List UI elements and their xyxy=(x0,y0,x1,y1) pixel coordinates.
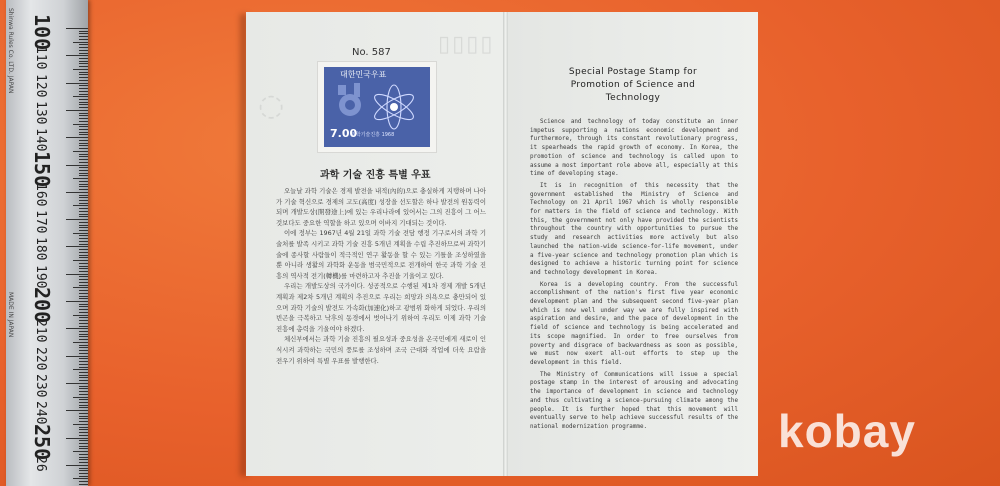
ruler-tick xyxy=(79,271,88,272)
ruler-tick xyxy=(79,80,88,81)
ruler-tick xyxy=(73,69,88,70)
ruler-tick xyxy=(79,47,88,48)
ruler-number: 240 xyxy=(33,401,48,425)
ruler-tick xyxy=(79,285,88,286)
ruler-tick xyxy=(79,317,88,318)
english-paragraph: Korea is a developing country. From the successful accomplishment of the nation's first five year economic development plan and the subsequent second five-year plan which is now well under way we are fully inspired with aspiration and desire, and the pace of development in the field of science and technology is being accelerated and its scope magnified. In order to free ourselves from poverty and disgrace of backwardness as soon as possible, we must now exert all-out efforts to step up the development in this field. xyxy=(530,281,738,366)
ruler-tick xyxy=(79,377,88,378)
ruler-number: 230 xyxy=(33,373,48,398)
ruler-tick xyxy=(66,356,88,357)
ruler-tick xyxy=(79,162,88,163)
ruler-tick xyxy=(79,156,88,157)
ruler-tick xyxy=(79,476,88,477)
english-paragraph: Science and technology of today constitute an inner impetus supporting a nations economic development and furthermore, through its constant revolutionary progress, it spearheads the rapid growth of economy. In Korea, the promotion of science and technology is called upon to assume a most important role above all, especially at this time of developing stage. xyxy=(530,119,738,178)
ruler-number: 200 xyxy=(30,287,54,324)
ruler-tick xyxy=(79,238,88,239)
ruler-number: 110 xyxy=(33,46,48,70)
ruler-tick xyxy=(79,53,88,54)
ruler-tick xyxy=(79,443,88,444)
ruler-tick xyxy=(79,470,88,471)
ruler-tick xyxy=(66,301,88,302)
ruler-tick xyxy=(66,192,88,193)
ruler-number: 250 xyxy=(30,423,54,460)
ruler-tick xyxy=(79,31,88,32)
ruler-tick xyxy=(79,462,88,463)
ruler-tick xyxy=(66,410,88,411)
ruler-tick xyxy=(79,380,88,381)
ruler-tick xyxy=(79,249,88,250)
ruler-tick xyxy=(79,367,88,368)
ruler-tick xyxy=(79,468,88,469)
ruler-tick xyxy=(79,418,88,419)
ruler-tick xyxy=(79,358,88,359)
ruler-tick xyxy=(79,126,88,127)
ruler-tick xyxy=(79,208,88,209)
ruler-tick xyxy=(66,246,88,247)
ruler-tick xyxy=(79,323,88,324)
ruler-tick xyxy=(73,397,88,398)
ruler-tick xyxy=(79,214,88,215)
ruler-tick xyxy=(73,151,88,152)
ruler-tick xyxy=(79,304,88,305)
ruler-tick xyxy=(79,91,88,92)
ruler-tick xyxy=(79,364,88,365)
ruler-tick xyxy=(79,216,88,217)
ruler-tick xyxy=(79,154,88,155)
ruler-tick xyxy=(79,244,88,245)
ruler-tick xyxy=(79,99,88,100)
ruler-tick xyxy=(66,383,88,384)
ruler-tick xyxy=(79,388,88,389)
ruler-tick xyxy=(79,186,88,187)
booklet-fold xyxy=(503,12,508,476)
ruler-tick xyxy=(79,440,88,441)
ruler-tick xyxy=(79,473,88,474)
ruler-tick xyxy=(79,312,88,313)
ruler-tick xyxy=(79,88,88,89)
ruler-tick xyxy=(79,107,88,108)
show-through-emblem: ◌ xyxy=(258,88,287,123)
ruler-tick xyxy=(66,83,88,84)
ruler-tick xyxy=(79,50,88,51)
ruler-tick xyxy=(79,145,88,146)
ruler-tick xyxy=(79,372,88,373)
ruler-tick xyxy=(79,309,88,310)
ruler-number: 26 xyxy=(33,455,48,472)
ruler-tick xyxy=(79,33,88,34)
ruler-tick xyxy=(79,170,88,171)
ruler-tick xyxy=(79,63,88,64)
ruler-number: 150 xyxy=(30,150,54,187)
ruler-tick xyxy=(79,263,88,264)
ruler-tick xyxy=(79,459,88,460)
ruler-tick xyxy=(79,230,88,231)
stamp-footer-text: 과학기술진흥 1968 xyxy=(351,132,395,138)
postage-stamp xyxy=(318,62,436,152)
ruler-tick xyxy=(79,375,88,376)
ruler-tick xyxy=(79,184,88,185)
korean-body xyxy=(276,186,486,366)
ruler-number: 100 xyxy=(30,14,54,51)
ruler-tick xyxy=(73,287,88,288)
ruler-tick xyxy=(79,331,88,332)
ruler-tick xyxy=(79,386,88,387)
ruler-tick xyxy=(73,369,88,370)
ruler-tick xyxy=(79,104,88,105)
ruler-tick xyxy=(79,353,88,354)
ruler-tick xyxy=(79,115,88,116)
ruler-tick xyxy=(79,132,88,133)
ruler-tick xyxy=(79,306,88,307)
ruler-tick xyxy=(79,446,88,447)
ruler-tick xyxy=(66,55,88,56)
ruler-tick xyxy=(79,143,88,144)
ruler-tick xyxy=(73,42,88,43)
ruler-tick xyxy=(79,227,88,228)
ruler-tick xyxy=(79,102,88,103)
ruler-tick xyxy=(79,279,88,280)
ruler-number: 190 xyxy=(33,264,48,289)
kobay-watermark: kobay xyxy=(778,405,916,457)
ruler-tick xyxy=(79,282,88,283)
english-paragraph: It is in recognition of this necessity that the government established the Ministry of Science and Technology on 21 April 1967 which is wholly responsible for matters in the field of science and technology. With this, the government not only have provided the scientists throughout the country with opportunities to pursue the study and research activities more actively but also launched the nation-wide science-for-life movement, under a five-year science and technology promotion plan which is designed to achieve a historic turning point for science and technology development in Korea. xyxy=(530,182,738,276)
ruler-tick xyxy=(79,457,88,458)
ruler-tick xyxy=(79,197,88,198)
ruler-tick xyxy=(79,361,88,362)
ruler-tick xyxy=(79,255,88,256)
ruler-tick xyxy=(79,129,88,130)
ruler-tick xyxy=(79,94,88,95)
ruler-tick xyxy=(79,200,88,201)
ruler-tick xyxy=(66,274,88,275)
ruler-tick xyxy=(79,118,88,119)
show-through-text: ▯▯▯▯ xyxy=(438,32,495,57)
ruler-tick xyxy=(73,342,88,343)
ruler-tick xyxy=(73,315,88,316)
ruler-tick xyxy=(79,36,88,37)
ruler-tick xyxy=(79,402,88,403)
ruler-tick xyxy=(66,219,88,220)
ruler-tick xyxy=(73,478,88,479)
ruler-tick xyxy=(79,167,88,168)
ruler-tick xyxy=(79,181,88,182)
ruler-tick xyxy=(73,178,88,179)
issue-number: No. 587 xyxy=(352,47,391,58)
ruler-tick xyxy=(79,391,88,392)
ruler-tick xyxy=(79,320,88,321)
ruler-tick xyxy=(66,165,88,166)
ruler-tick xyxy=(66,438,88,439)
ruler-tick xyxy=(79,211,88,212)
ruler-number: 130 xyxy=(33,100,48,125)
ruler-tick xyxy=(79,148,88,149)
korean-paragraph: 이에 정부는 1967년 4월 21일 과학 기술 전담 행정 기구로서의 과학 기술처를 발족 시키고 과학 기술 진흥 5개년 계획을 수립 추진하므로써 과학기술에 종사할 사람들이 적극적인 연구 활동을 할 수 있는 기틀을 조성하였을 뿐 아니라 생활의 과학화 운동을 범국민적으로 전개하여 한국 과학 기술 진흥의 역사적 전기(轉機)를 마련하고자 추진을 기울이고 있다. xyxy=(276,229,486,280)
ruler-tick xyxy=(79,481,88,482)
ruler-tick xyxy=(79,413,88,414)
ruler-tick xyxy=(79,276,88,277)
ruler-tick xyxy=(79,334,88,335)
ruler-brand-text: Shinwa Rules Co. LTD. JAPAN xyxy=(7,8,14,94)
ruler-tick xyxy=(79,405,88,406)
ruler-tick xyxy=(79,454,88,455)
ruler-tick xyxy=(79,134,88,135)
ruler-tick xyxy=(79,268,88,269)
english-paragraph: The Ministry of Communications will issue a special postage stamp in the interest of arousing and advocating the importance of development in science and technology and thus cultivating a science-pursuing climate among the people. It is further hoped that this movement will eventually serve to help achieve successful results of the national modernization programme. xyxy=(530,371,738,430)
ruler-made-in-text: MADE IN JAPAN xyxy=(7,292,14,338)
ruler-tick xyxy=(79,72,88,73)
ruler-tick xyxy=(79,448,88,449)
ruler-tick xyxy=(79,432,88,433)
ruler-tick xyxy=(79,394,88,395)
ruler-number: 160 xyxy=(33,182,48,207)
ruler-tick xyxy=(73,96,88,97)
ruler-tick xyxy=(79,296,88,297)
ruler-number: 210 xyxy=(33,319,48,343)
ruler-tick xyxy=(66,328,88,329)
ruler-tick xyxy=(79,173,88,174)
ruler-tick xyxy=(79,140,88,141)
english-body xyxy=(530,118,738,435)
ruler-tick xyxy=(79,293,88,294)
stamp-design xyxy=(324,67,430,147)
ruler-tick xyxy=(79,203,88,204)
ruler-tick xyxy=(73,124,88,125)
ruler-tick xyxy=(79,66,88,67)
ruler-tick xyxy=(79,336,88,337)
ruler-tick xyxy=(79,399,88,400)
ruler-number: 220 xyxy=(33,346,48,371)
ruler-tick xyxy=(79,266,88,267)
ruler-tick xyxy=(79,44,88,45)
ruler-tick xyxy=(79,175,88,176)
ruler-number: 170 xyxy=(33,210,48,234)
ruler-tick xyxy=(79,74,88,75)
stamp-value: 7.00 xyxy=(330,127,358,140)
ruler-tick xyxy=(79,39,88,40)
ruler-tick xyxy=(79,298,88,299)
ruler-tick xyxy=(79,61,88,62)
ruler-tick xyxy=(79,339,88,340)
ruler-tick xyxy=(79,159,88,160)
ruler-tick xyxy=(66,28,88,29)
korean-paragraph: 우리는 개발도상의 국가이다. 성공적으로 수행된 제1차 경제 개발 5개년 계획과 제2차 5개년 계획의 추진으로 우리는 희망과 의욕으로 충만되어 있으며 과학 기술의 발전도 가속화(加速化)하고 광범위 화하게 되었다. 우리의 빈곤을 극복하고 낙후의 동경에서 벗어나기 위하여 우리도 이제 과학 기술 진흥에 총력을 기울여야 하겠다. xyxy=(276,282,486,333)
korean-paragraph: 오늘날 과학 기술은 경제 발전을 내적(內的)으로 충실하게 지탱하며 나아가 기술 혁신으로 경제의 고도(高度) 성장을 선도할은 하나 발전의 원동력이 되며 개발도상(開發途上)에 있는 우리나라에 있어서는 그의 진흥이 그 어느 것보다도 중요한 역할을 하고 있으며 이바지 기대되는 것이다. xyxy=(276,187,486,227)
ruler-number: 140 xyxy=(33,128,48,152)
ruler-tick xyxy=(79,241,88,242)
ruler-tick xyxy=(73,205,88,206)
ruler-tick xyxy=(79,252,88,253)
ruler-tick xyxy=(79,222,88,223)
ruler-tick xyxy=(79,235,88,236)
english-title: Special Postage Stamp for Promotion of Science and Technology xyxy=(568,67,698,103)
metal-ruler xyxy=(6,0,88,486)
ruler-tick xyxy=(79,350,88,351)
ruler-tick xyxy=(79,189,88,190)
ruler-tick xyxy=(79,326,88,327)
ruler-tick xyxy=(73,233,88,234)
ruler-tick xyxy=(79,257,88,258)
ruler-tick xyxy=(79,77,88,78)
ruler-number: 120 xyxy=(33,73,48,98)
ruler-tick xyxy=(79,113,88,114)
ruler-tick xyxy=(73,260,88,261)
ruler-tick xyxy=(79,427,88,428)
ruler-tick xyxy=(79,195,88,196)
ruler-tick xyxy=(73,424,88,425)
ruler-tick xyxy=(66,110,88,111)
ruler-number: 180 xyxy=(33,237,48,261)
ruler-tick xyxy=(79,58,88,59)
ruler-tick xyxy=(73,451,88,452)
ruler-tick xyxy=(79,290,88,291)
ruler-tick xyxy=(79,225,88,226)
ruler-tick xyxy=(79,484,88,485)
ruler-tick xyxy=(79,121,88,122)
ruler-tick xyxy=(79,345,88,346)
korean-title: 과학 기술 진흥 특별 우표 xyxy=(320,170,431,181)
ruler-tick xyxy=(79,421,88,422)
ruler-tick xyxy=(79,435,88,436)
ruler-tick xyxy=(79,416,88,417)
korean-paragraph: 체신부에서는 과학 기술 진흥의 필요성과 중요성을 온국민에게 새로이 인식시켜 과학하는 국민의 풍토를 조성하며 조국 근대화 작업에 더욱 요람을 전우기 위하여 특별 우표를 발행한다. xyxy=(276,335,486,365)
ruler-tick xyxy=(79,407,88,408)
stamp-country-text: 대한민국우표 xyxy=(340,70,387,79)
ruler-tick xyxy=(79,347,88,348)
ruler-tick xyxy=(66,137,88,138)
ruler-tick xyxy=(79,85,88,86)
ruler-tick xyxy=(79,429,88,430)
ruler-tick xyxy=(66,465,88,466)
